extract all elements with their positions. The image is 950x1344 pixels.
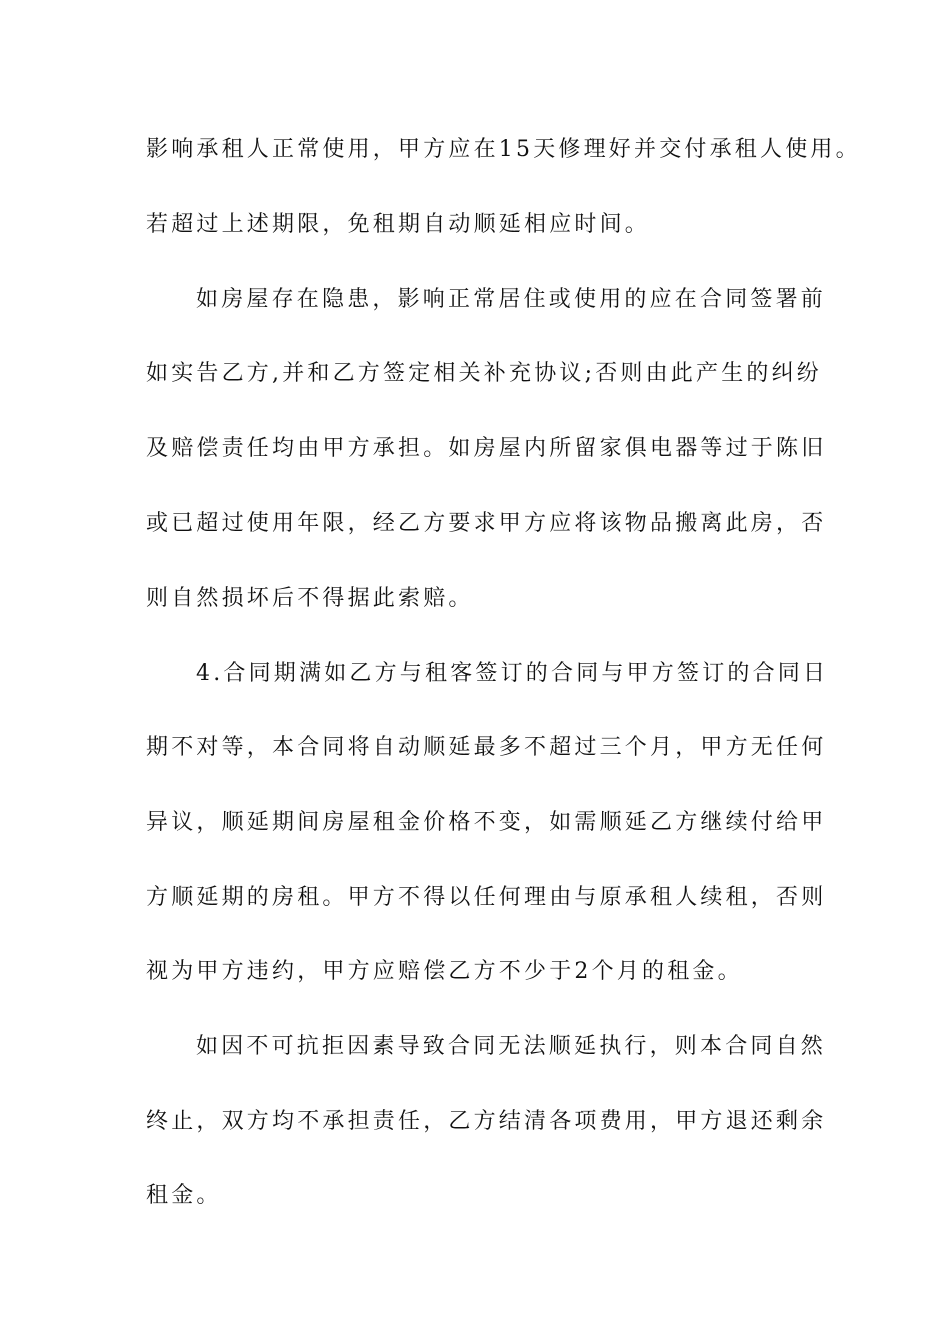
- text-line-6: 或已超过使用年限，经乙方要求甲方应将该物品搬离此房，否: [146, 511, 827, 536]
- text-line-7: 则自然损坏后不得据此索赔。: [146, 586, 474, 611]
- paragraph-start-line-3: 如房屋存在隐患，影响正常居住或使用的应在合同签署前: [196, 287, 827, 312]
- text-line-12: 视为甲方违约，甲方应赔偿乙方不少于2个月的租金。: [146, 959, 743, 984]
- text-line-1: 影响承租人正常使用，甲方应在15天修理好并交付承租人使用。: [146, 137, 861, 162]
- text-line-10: 异议，顺延期间房屋租金价格不变，如需顺延乙方继续付给甲: [146, 810, 827, 835]
- paragraph-start-line-8: 4.合同期满如乙方与租客签订的合同与甲方签订的合同日: [196, 661, 829, 686]
- paragraph-start-line-13: 如因不可抗拒因素导致合同无法顺延执行，则本合同自然: [196, 1034, 827, 1059]
- text-line-14: 终止，双方均不承担责任，乙方结清各项费用，甲方退还剩余: [146, 1109, 827, 1134]
- text-line-9: 期不对等，本合同将自动顺延最多不超过三个月，甲方无任何: [146, 735, 827, 760]
- text-line-15: 租金。: [146, 1183, 222, 1208]
- text-line-4: 如实告乙方,并和乙方签定相关补充协议;否则由此产生的纠纷: [146, 361, 823, 386]
- text-line-2: 若超过上述期限，免租期自动顺延相应时间。: [146, 212, 651, 237]
- text-line-11: 方顺延期的房租。甲方不得以任何理由与原承租人续租，否则: [146, 885, 827, 910]
- text-line-5: 及赔偿责任均由甲方承担。如房屋内所留家俱电器等过于陈旧: [146, 436, 827, 461]
